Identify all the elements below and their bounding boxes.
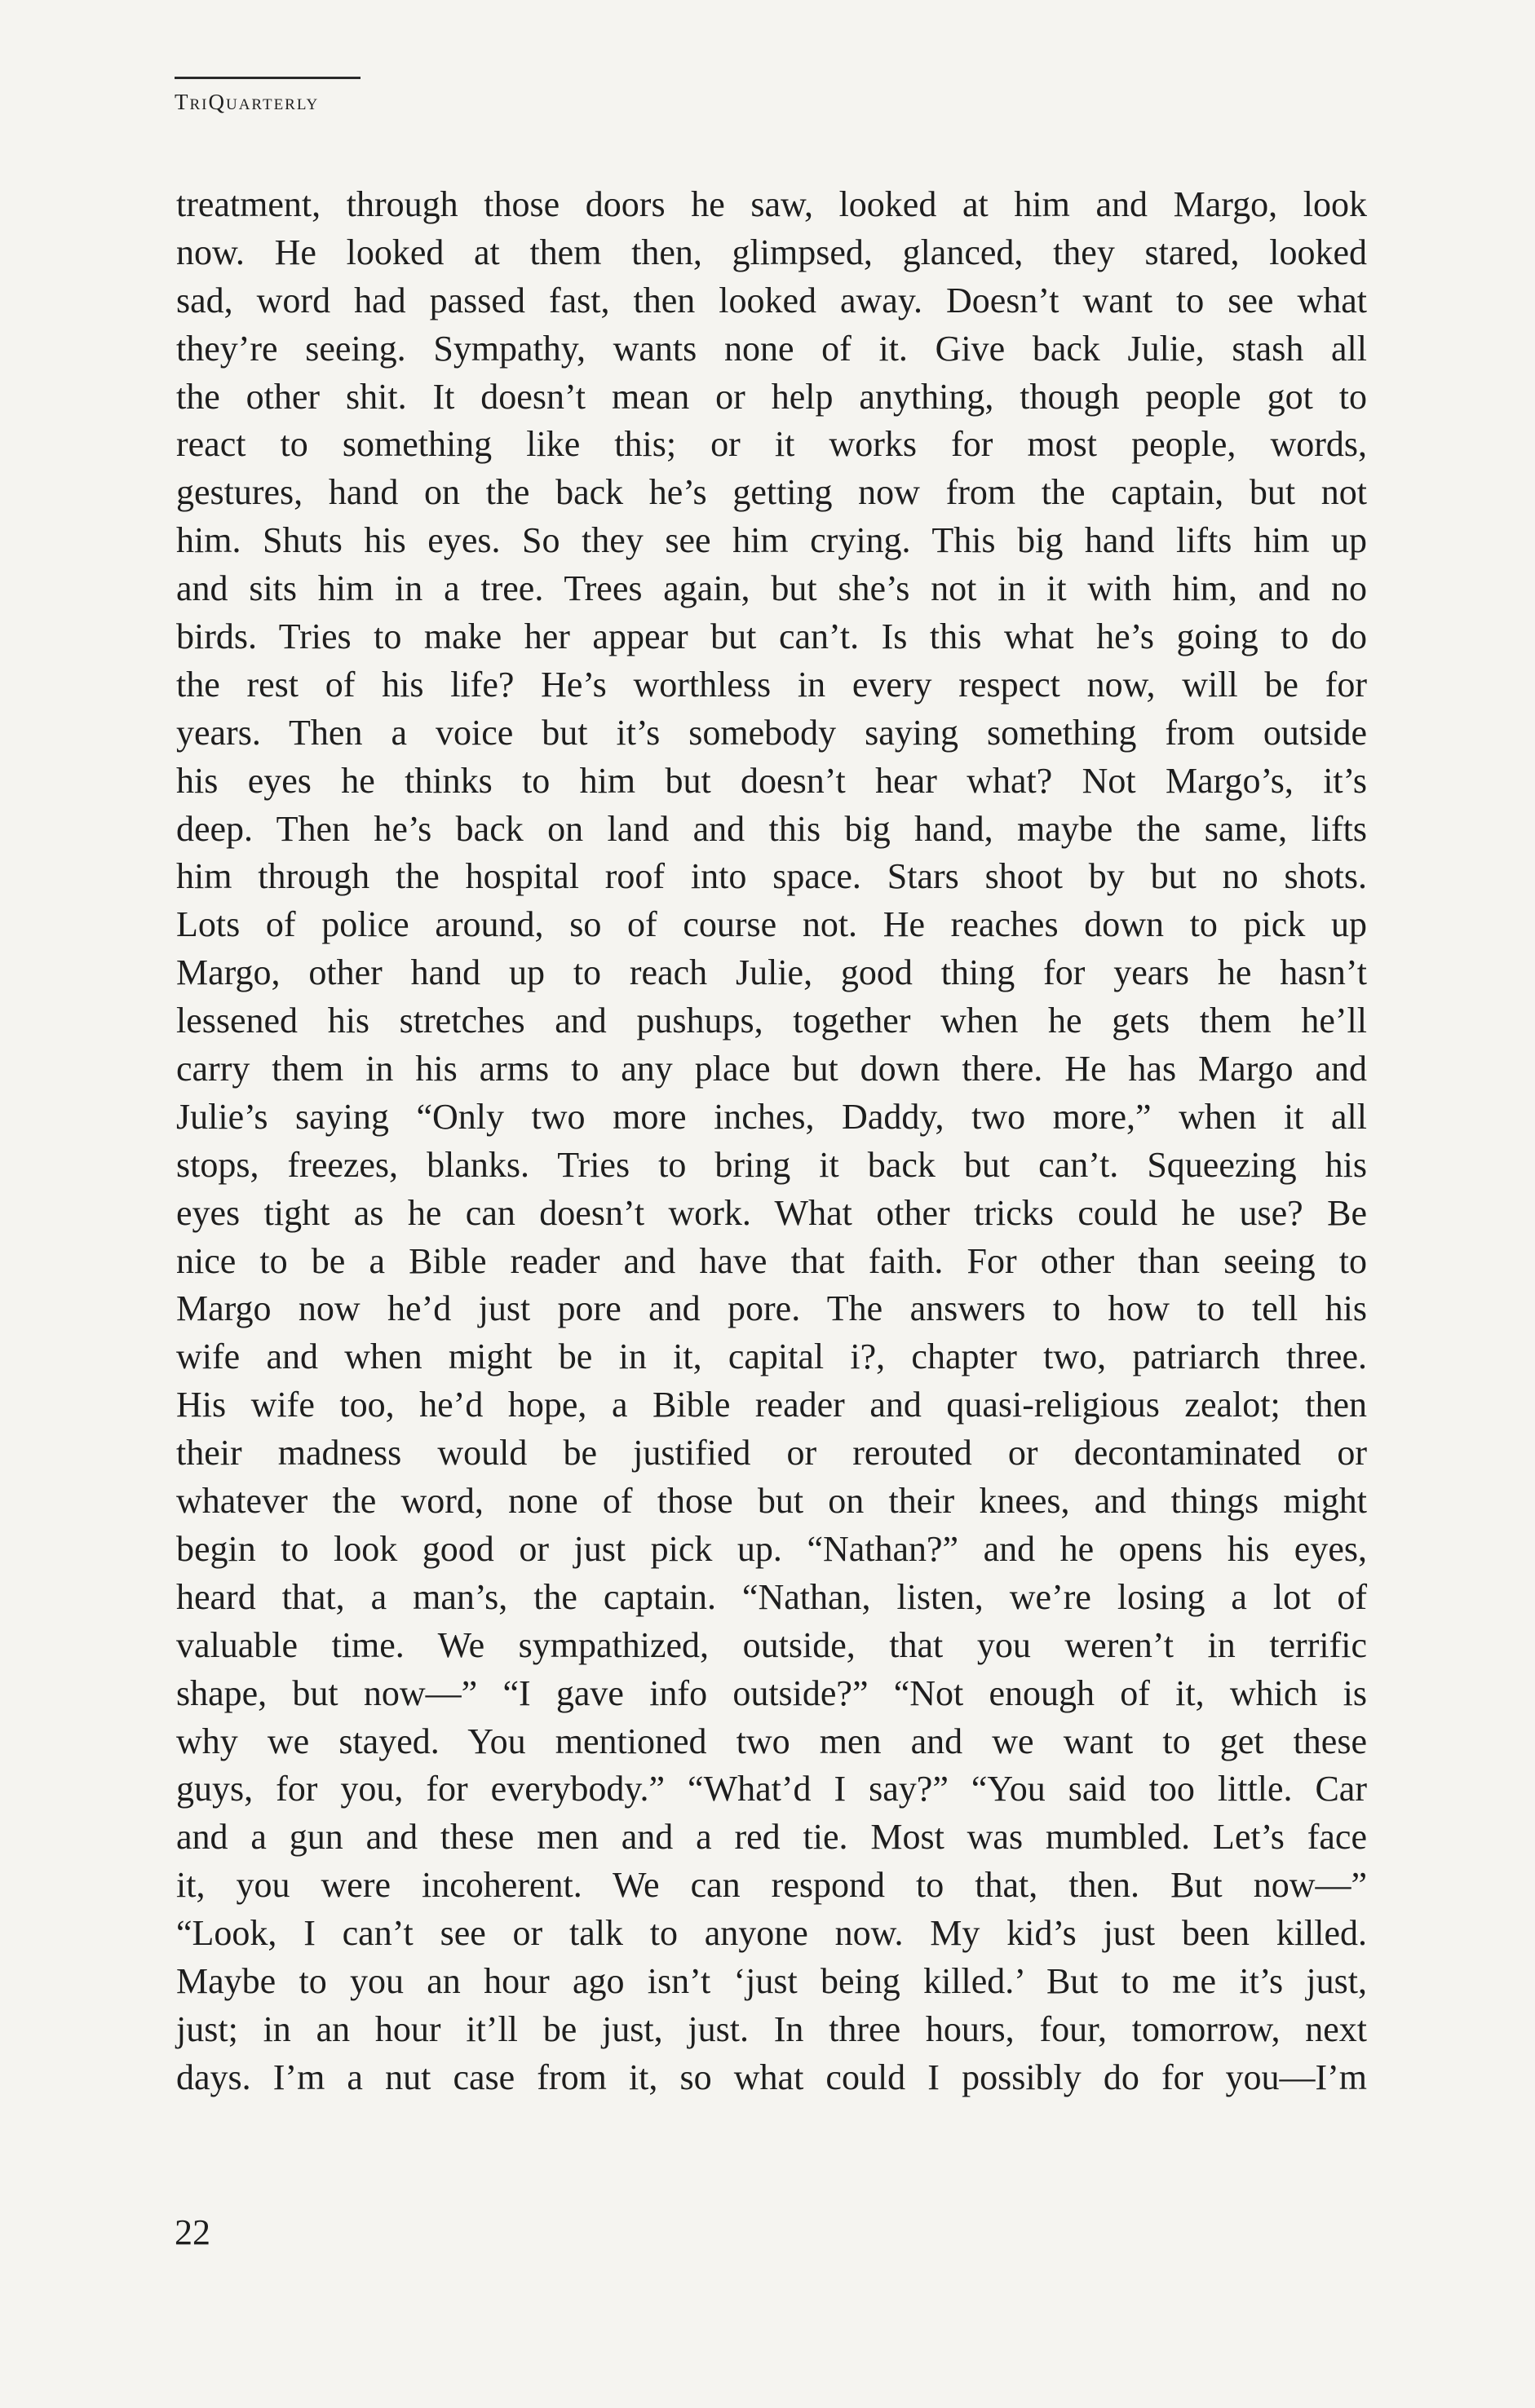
text-line: and sits him in a tree. Trees again, but she’s not in it with him, and no xyxy=(176,568,1367,609)
text-line: wife and when might be in it, capital i?, chapter two, patriarch three. xyxy=(176,1337,1367,1377)
text-line: valuable time. We sympathized, outside, that you weren’t in terrific xyxy=(176,1624,1367,1665)
text-line: begin to look good or just pick up. “Nathan?” and he opens his eyes, xyxy=(176,1528,1367,1569)
text-line: him through the hospital roof into space. Stars shoot by but no shots. xyxy=(176,856,1367,897)
text-line: nice to be a Bible reader and have that faith. For other than seeing to xyxy=(176,1240,1367,1281)
text-line: birds. Tries to make her appear but can’t. Is this what he’s going to do xyxy=(176,616,1367,657)
text-line: they’re seeing. Sympathy, wants none of it. Give back Julie, stash all xyxy=(176,328,1367,369)
text-line: “Look, I can’t see or talk to anyone now. My kid’s just been killed. xyxy=(176,1913,1367,1954)
text-line: now. He looked at them then, glimpsed, glanced, they stared, looked xyxy=(176,232,1367,272)
running-head: TriQuarterly xyxy=(175,90,320,114)
text-line: shape, but now—” “I gave info outside?” “Not enough of it, which is xyxy=(176,1672,1367,1713)
running-head-rule xyxy=(175,77,361,79)
text-line: heard that, a man’s, the captain. “Nathan, listen, we’re losing a lot of xyxy=(176,1576,1367,1617)
text-line: the rest of his life? He’s worthless in every respect now, will be for xyxy=(176,664,1367,705)
text-line: just; in an hour it’ll be just, just. In three hours, four, tomorrow, next xyxy=(176,2008,1367,2049)
text-line: Maybe to you an hour ago isn’t ‘just being killed.’ But to me it’s just, xyxy=(176,1960,1367,2001)
page-number: 22 xyxy=(175,2212,210,2252)
text-line: react to something like this; or it works for most people, words, xyxy=(176,424,1367,465)
text-line: sad, word had passed fast, then looked away. Doesn’t want to see what xyxy=(176,280,1367,320)
text-line: Margo, other hand up to reach Julie, good thing for years he hasn’t xyxy=(176,952,1367,993)
text-line: stops, freezes, blanks. Tries to bring it back but can’t. Squeezing his xyxy=(176,1144,1367,1185)
text-line: Lots of police around, so of course not. He reaches down to pick up xyxy=(176,904,1367,945)
text-line: carry them in his arms to any place but down there. He has Margo and xyxy=(176,1049,1367,1089)
text-line: eyes tight as he can doesn’t work. What other tricks could he use? Be xyxy=(176,1192,1367,1233)
text-line: whatever the word, none of those but on their knees, and things might xyxy=(176,1481,1367,1522)
text-line: guys, for you, for everybody.” “What’d I say?” “You said too little. Car xyxy=(176,1769,1367,1809)
page-body xyxy=(176,181,1367,2102)
text-line: his eyes he thinks to him but doesn’t hear what? Not Margo’s, it’s xyxy=(176,760,1367,801)
text-line: treatment, through those doors he saw, looked at him and Margo, look xyxy=(176,184,1367,224)
text-line: Margo now he’d just pore and pore. The answers to how to tell his xyxy=(176,1288,1367,1329)
text-line: lessened his stretches and pushups, together when he gets them he’ll xyxy=(176,1001,1367,1041)
text-line: and a gun and these men and a red tie. Most was mumbled. Let’s face xyxy=(176,1817,1367,1858)
text-line: years. Then a voice but it’s somebody saying something from outside xyxy=(176,712,1367,753)
text-line: His wife too, he’d hope, a Bible reader and quasi-religious zealot; then xyxy=(176,1385,1367,1425)
text-line: it, you were incoherent. We can respond to that, then. But now—” xyxy=(176,1865,1367,1906)
text-line: why we stayed. You mentioned two men and we want to get these xyxy=(176,1721,1367,1761)
text-line: their madness would be justified or rerouted or decontaminated or xyxy=(176,1433,1367,1474)
text-line: him. Shuts his eyes. So they see him crying. This big hand lifts him up xyxy=(176,520,1367,561)
text-line: Julie’s saying “Only two more inches, Daddy, two more,” when it all xyxy=(176,1096,1367,1137)
text-line: the other shit. It doesn’t mean or help anything, though people got to xyxy=(176,376,1367,417)
text-line: days. I’m a nut case from it, so what could I possibly do for you—I’m xyxy=(176,2057,1367,2097)
text-line: gestures, hand on the back he’s getting now from the captain, but not xyxy=(176,472,1367,513)
text-line: deep. Then he’s back on land and this big hand, maybe the same, lifts xyxy=(176,808,1367,849)
